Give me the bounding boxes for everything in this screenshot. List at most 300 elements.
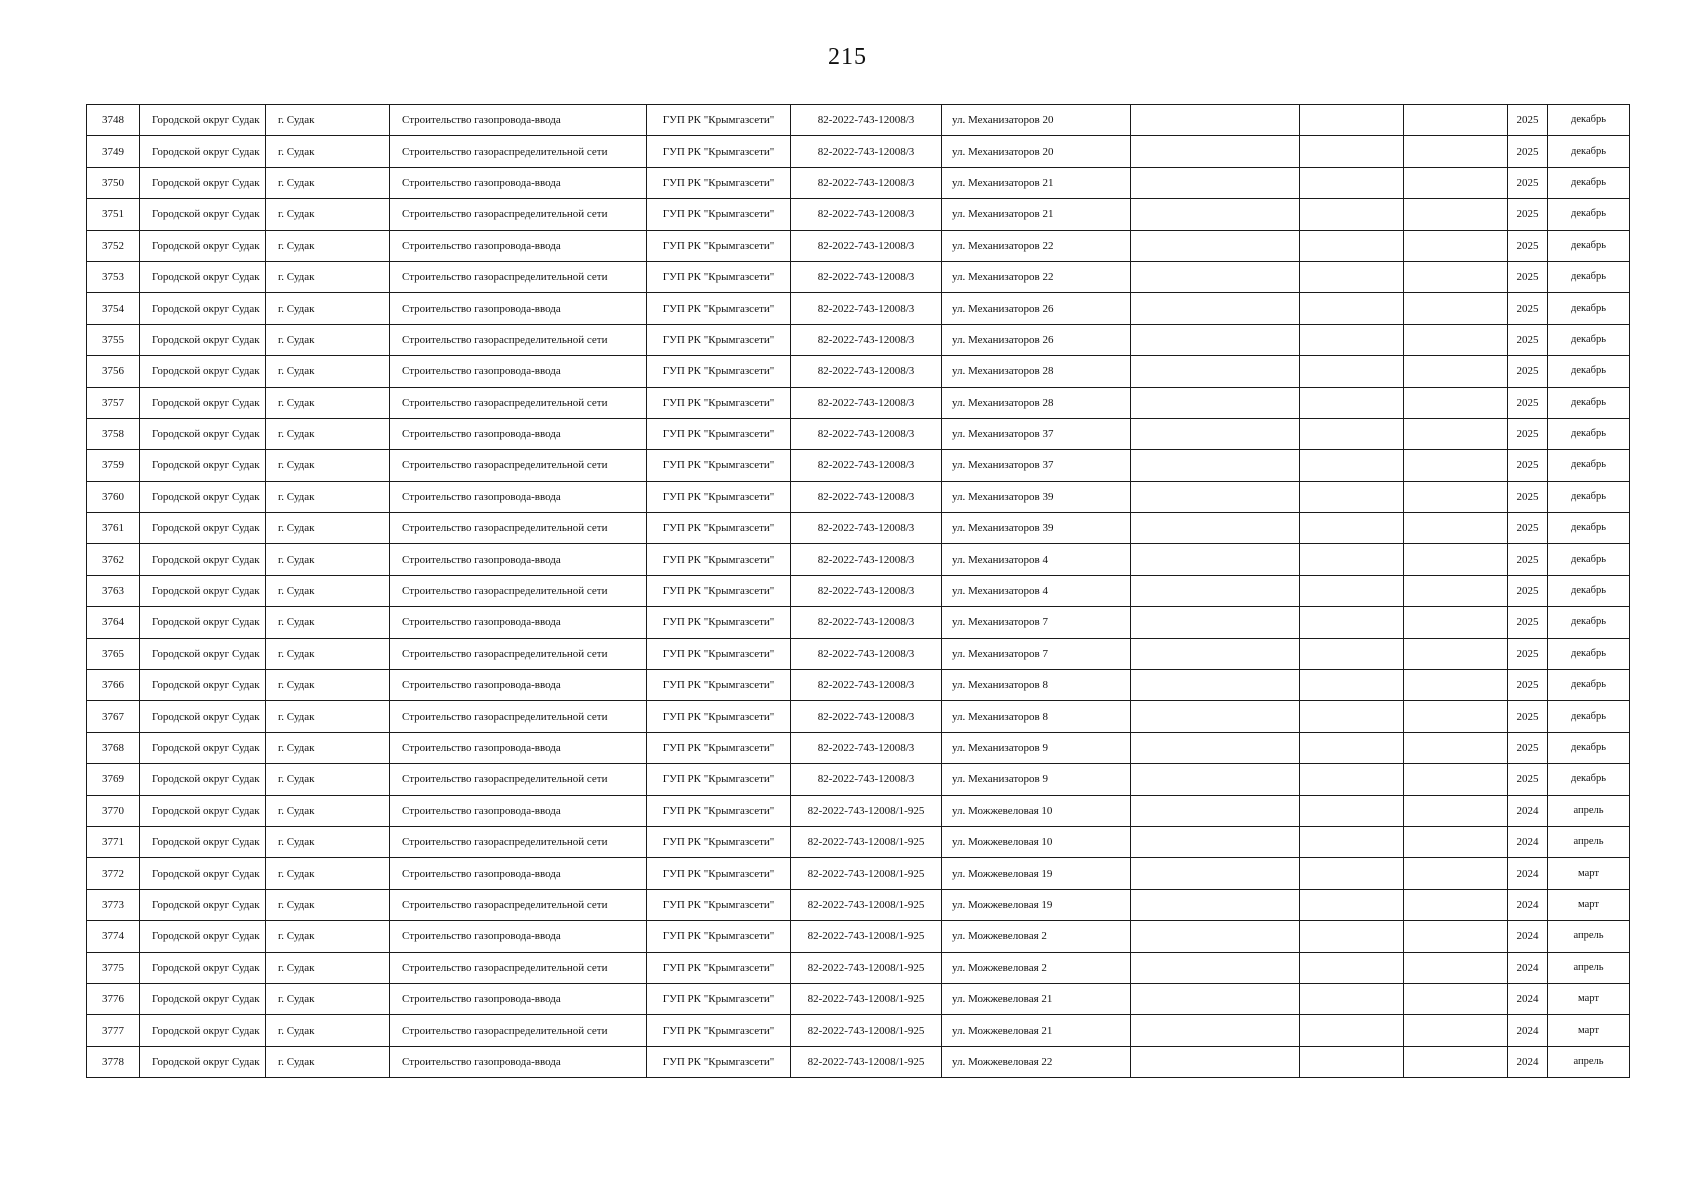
year-cell: 2024 xyxy=(1508,1015,1548,1046)
municipality-cell: Городской округ Судак xyxy=(140,324,266,355)
empty-cell-2 xyxy=(1300,921,1404,952)
work-type-cell: Строительство газораспределительной сети xyxy=(390,826,647,857)
table-row xyxy=(87,670,1630,701)
table-row xyxy=(87,826,1630,857)
address-cell: ул. Механизаторов 8 xyxy=(942,701,1131,732)
work-type-cell: Строительство газораспределительной сети xyxy=(390,136,647,167)
empty-cell-3 xyxy=(1404,575,1508,606)
year-cell: 2025 xyxy=(1508,230,1548,261)
month-cell: апрель xyxy=(1548,952,1630,983)
gasification-table xyxy=(86,104,1630,1078)
month-cell: декабрь xyxy=(1548,575,1630,606)
city-cell: г. Судак xyxy=(266,356,390,387)
project-code-cell: 82-2022-743-12008/1-925 xyxy=(791,889,942,920)
row-number: 3773 xyxy=(87,889,140,920)
table-row xyxy=(87,889,1630,920)
organization-cell: ГУП РК "Крымгазсети" xyxy=(647,136,791,167)
month-cell: декабрь xyxy=(1548,638,1630,669)
municipality-cell: Городской округ Судак xyxy=(140,1015,266,1046)
empty-cell-2 xyxy=(1300,544,1404,575)
municipality-cell: Городской округ Судак xyxy=(140,607,266,638)
project-code-cell: 82-2022-743-12008/1-925 xyxy=(791,795,942,826)
work-type-cell: Строительство газораспределительной сети xyxy=(390,199,647,230)
organization-cell: ГУП РК "Крымгазсети" xyxy=(647,670,791,701)
empty-cell-2 xyxy=(1300,418,1404,449)
project-code-cell: 82-2022-743-12008/1-925 xyxy=(791,983,942,1014)
row-number: 3758 xyxy=(87,418,140,449)
table-row xyxy=(87,481,1630,512)
project-code-cell: 82-2022-743-12008/1-925 xyxy=(791,826,942,857)
row-number: 3759 xyxy=(87,450,140,481)
city-cell: г. Судак xyxy=(266,889,390,920)
row-number: 3748 xyxy=(87,105,140,136)
row-number: 3767 xyxy=(87,701,140,732)
row-number: 3755 xyxy=(87,324,140,355)
empty-cell-3 xyxy=(1404,230,1508,261)
row-number: 3752 xyxy=(87,230,140,261)
month-cell: апрель xyxy=(1548,795,1630,826)
work-type-cell: Строительство газораспределительной сети xyxy=(390,324,647,355)
row-number: 3751 xyxy=(87,199,140,230)
city-cell: г. Судак xyxy=(266,983,390,1014)
project-code-cell: 82-2022-743-12008/3 xyxy=(791,450,942,481)
organization-cell: ГУП РК "Крымгазсети" xyxy=(647,167,791,198)
month-cell: декабрь xyxy=(1548,607,1630,638)
address-cell: ул. Механизаторов 22 xyxy=(942,261,1131,292)
row-number: 3757 xyxy=(87,387,140,418)
month-cell: март xyxy=(1548,1015,1630,1046)
month-cell: декабрь xyxy=(1548,356,1630,387)
organization-cell: ГУП РК "Крымгазсети" xyxy=(647,418,791,449)
work-type-cell: Строительство газопровода-ввода xyxy=(390,983,647,1014)
empty-cell-1 xyxy=(1131,199,1300,230)
empty-cell-3 xyxy=(1404,324,1508,355)
month-cell: март xyxy=(1548,858,1630,889)
empty-cell-1 xyxy=(1131,136,1300,167)
empty-cell-3 xyxy=(1404,418,1508,449)
municipality-cell: Городской округ Судак xyxy=(140,670,266,701)
empty-cell-2 xyxy=(1300,858,1404,889)
empty-cell-3 xyxy=(1404,199,1508,230)
organization-cell: ГУП РК "Крымгазсети" xyxy=(647,105,791,136)
municipality-cell: Городской округ Судак xyxy=(140,199,266,230)
empty-cell-2 xyxy=(1300,136,1404,167)
year-cell: 2025 xyxy=(1508,670,1548,701)
empty-cell-2 xyxy=(1300,607,1404,638)
table-row xyxy=(87,544,1630,575)
city-cell: г. Судак xyxy=(266,826,390,857)
project-code-cell: 82-2022-743-12008/3 xyxy=(791,136,942,167)
year-cell: 2024 xyxy=(1508,826,1548,857)
row-number: 3769 xyxy=(87,764,140,795)
work-type-cell: Строительство газораспределительной сети xyxy=(390,387,647,418)
year-cell: 2025 xyxy=(1508,764,1548,795)
month-cell: декабрь xyxy=(1548,199,1630,230)
city-cell: г. Судак xyxy=(266,1015,390,1046)
month-cell: декабрь xyxy=(1548,387,1630,418)
row-number: 3749 xyxy=(87,136,140,167)
project-code-cell: 82-2022-743-12008/3 xyxy=(791,513,942,544)
month-cell: декабрь xyxy=(1548,544,1630,575)
address-cell: ул. Механизаторов 21 xyxy=(942,199,1131,230)
work-type-cell: Строительство газораспределительной сети xyxy=(390,261,647,292)
empty-cell-2 xyxy=(1300,889,1404,920)
empty-cell-2 xyxy=(1300,1046,1404,1077)
empty-cell-2 xyxy=(1300,356,1404,387)
empty-cell-1 xyxy=(1131,983,1300,1014)
month-cell: апрель xyxy=(1548,1046,1630,1077)
organization-cell: ГУП РК "Крымгазсети" xyxy=(647,575,791,606)
municipality-cell: Городской округ Судак xyxy=(140,261,266,292)
work-type-cell: Строительство газораспределительной сети xyxy=(390,701,647,732)
address-cell: ул. Механизаторов 4 xyxy=(942,544,1131,575)
municipality-cell: Городской округ Судак xyxy=(140,105,266,136)
empty-cell-3 xyxy=(1404,889,1508,920)
city-cell: г. Судак xyxy=(266,732,390,763)
city-cell: г. Судак xyxy=(266,450,390,481)
row-number: 3770 xyxy=(87,795,140,826)
empty-cell-1 xyxy=(1131,607,1300,638)
municipality-cell: Городской округ Судак xyxy=(140,136,266,167)
project-code-cell: 82-2022-743-12008/3 xyxy=(791,356,942,387)
project-code-cell: 82-2022-743-12008/3 xyxy=(791,167,942,198)
empty-cell-1 xyxy=(1131,230,1300,261)
address-cell: ул. Можжевеловая 21 xyxy=(942,1015,1131,1046)
empty-cell-3 xyxy=(1404,607,1508,638)
table-row xyxy=(87,858,1630,889)
row-number: 3768 xyxy=(87,732,140,763)
month-cell: март xyxy=(1548,889,1630,920)
organization-cell: ГУП РК "Крымгазсети" xyxy=(647,921,791,952)
empty-cell-3 xyxy=(1404,670,1508,701)
work-type-cell: Строительство газопровода-ввода xyxy=(390,293,647,324)
year-cell: 2025 xyxy=(1508,199,1548,230)
month-cell: декабрь xyxy=(1548,105,1630,136)
empty-cell-3 xyxy=(1404,858,1508,889)
table-row xyxy=(87,387,1630,418)
row-number: 3771 xyxy=(87,826,140,857)
table-row xyxy=(87,105,1630,136)
work-type-cell: Строительство газораспределительной сети xyxy=(390,513,647,544)
work-type-cell: Строительство газораспределительной сети xyxy=(390,889,647,920)
empty-cell-2 xyxy=(1300,230,1404,261)
municipality-cell: Городской округ Судак xyxy=(140,450,266,481)
municipality-cell: Городской округ Судак xyxy=(140,638,266,669)
work-type-cell: Строительство газопровода-ввода xyxy=(390,795,647,826)
address-cell: ул. Механизаторов 21 xyxy=(942,167,1131,198)
organization-cell: ГУП РК "Крымгазсети" xyxy=(647,293,791,324)
year-cell: 2025 xyxy=(1508,638,1548,669)
gasification-table-container xyxy=(86,104,1629,1078)
table-row xyxy=(87,732,1630,763)
row-number: 3753 xyxy=(87,261,140,292)
organization-cell: ГУП РК "Крымгазсети" xyxy=(647,450,791,481)
month-cell: март xyxy=(1548,983,1630,1014)
address-cell: ул. Механизаторов 28 xyxy=(942,387,1131,418)
year-cell: 2025 xyxy=(1508,732,1548,763)
empty-cell-2 xyxy=(1300,293,1404,324)
organization-cell: ГУП РК "Крымгазсети" xyxy=(647,764,791,795)
work-type-cell: Строительство газопровода-ввода xyxy=(390,921,647,952)
municipality-cell: Городской округ Судак xyxy=(140,701,266,732)
city-cell: г. Судак xyxy=(266,952,390,983)
address-cell: ул. Можжевеловая 22 xyxy=(942,1046,1131,1077)
row-number: 3765 xyxy=(87,638,140,669)
city-cell: г. Судак xyxy=(266,607,390,638)
address-cell: ул. Можжевеловая 19 xyxy=(942,858,1131,889)
municipality-cell: Городской округ Судак xyxy=(140,293,266,324)
address-cell: ул. Механизаторов 8 xyxy=(942,670,1131,701)
organization-cell: ГУП РК "Крымгазсети" xyxy=(647,952,791,983)
empty-cell-1 xyxy=(1131,670,1300,701)
organization-cell: ГУП РК "Крымгазсети" xyxy=(647,261,791,292)
row-number: 3774 xyxy=(87,921,140,952)
empty-cell-3 xyxy=(1404,764,1508,795)
empty-cell-1 xyxy=(1131,858,1300,889)
year-cell: 2024 xyxy=(1508,983,1548,1014)
city-cell: г. Судак xyxy=(266,230,390,261)
city-cell: г. Судак xyxy=(266,575,390,606)
scan-artifacts xyxy=(0,1122,1695,1142)
table-row xyxy=(87,575,1630,606)
empty-cell-3 xyxy=(1404,795,1508,826)
municipality-cell: Городской округ Судак xyxy=(140,387,266,418)
table-row xyxy=(87,701,1630,732)
municipality-cell: Городской округ Судак xyxy=(140,826,266,857)
address-cell: ул. Механизаторов 22 xyxy=(942,230,1131,261)
project-code-cell: 82-2022-743-12008/3 xyxy=(791,638,942,669)
month-cell: декабрь xyxy=(1548,136,1630,167)
empty-cell-1 xyxy=(1131,356,1300,387)
city-cell: г. Судак xyxy=(266,921,390,952)
address-cell: ул. Можжевеловая 2 xyxy=(942,952,1131,983)
municipality-cell: Городской округ Судак xyxy=(140,764,266,795)
empty-cell-3 xyxy=(1404,826,1508,857)
table-row xyxy=(87,261,1630,292)
empty-cell-1 xyxy=(1131,952,1300,983)
table-row xyxy=(87,1015,1630,1046)
month-cell: декабрь xyxy=(1548,293,1630,324)
empty-cell-2 xyxy=(1300,826,1404,857)
empty-cell-2 xyxy=(1300,324,1404,355)
year-cell: 2025 xyxy=(1508,136,1548,167)
month-cell: декабрь xyxy=(1548,670,1630,701)
empty-cell-2 xyxy=(1300,701,1404,732)
empty-cell-1 xyxy=(1131,701,1300,732)
empty-cell-3 xyxy=(1404,513,1508,544)
city-cell: г. Судак xyxy=(266,418,390,449)
month-cell: декабрь xyxy=(1548,513,1630,544)
empty-cell-1 xyxy=(1131,826,1300,857)
row-number: 3778 xyxy=(87,1046,140,1077)
table-row xyxy=(87,356,1630,387)
empty-cell-3 xyxy=(1404,1015,1508,1046)
empty-cell-1 xyxy=(1131,450,1300,481)
organization-cell: ГУП РК "Крымгазсети" xyxy=(647,795,791,826)
page-number: 215 xyxy=(828,44,867,70)
month-cell: декабрь xyxy=(1548,230,1630,261)
month-cell: апрель xyxy=(1548,826,1630,857)
row-number: 3766 xyxy=(87,670,140,701)
year-cell: 2025 xyxy=(1508,356,1548,387)
project-code-cell: 82-2022-743-12008/3 xyxy=(791,324,942,355)
empty-cell-2 xyxy=(1300,638,1404,669)
year-cell: 2025 xyxy=(1508,167,1548,198)
empty-cell-2 xyxy=(1300,670,1404,701)
project-code-cell: 82-2022-743-12008/3 xyxy=(791,481,942,512)
empty-cell-2 xyxy=(1300,575,1404,606)
empty-cell-2 xyxy=(1300,481,1404,512)
empty-cell-1 xyxy=(1131,293,1300,324)
city-cell: г. Судак xyxy=(266,795,390,826)
project-code-cell: 82-2022-743-12008/3 xyxy=(791,387,942,418)
month-cell: декабрь xyxy=(1548,167,1630,198)
empty-cell-1 xyxy=(1131,795,1300,826)
empty-cell-2 xyxy=(1300,261,1404,292)
row-number: 3764 xyxy=(87,607,140,638)
municipality-cell: Городской округ Судак xyxy=(140,481,266,512)
empty-cell-1 xyxy=(1131,418,1300,449)
empty-cell-3 xyxy=(1404,732,1508,763)
year-cell: 2025 xyxy=(1508,324,1548,355)
month-cell: декабрь xyxy=(1548,450,1630,481)
work-type-cell: Строительство газопровода-ввода xyxy=(390,858,647,889)
work-type-cell: Строительство газораспределительной сети xyxy=(390,952,647,983)
empty-cell-2 xyxy=(1300,199,1404,230)
table-row xyxy=(87,418,1630,449)
address-cell: ул. Можжевеловая 10 xyxy=(942,795,1131,826)
city-cell: г. Судак xyxy=(266,764,390,795)
year-cell: 2025 xyxy=(1508,261,1548,292)
organization-cell: ГУП РК "Крымгазсети" xyxy=(647,701,791,732)
municipality-cell: Городской округ Судак xyxy=(140,167,266,198)
municipality-cell: Городской округ Судак xyxy=(140,795,266,826)
project-code-cell: 82-2022-743-12008/1-925 xyxy=(791,858,942,889)
empty-cell-2 xyxy=(1300,105,1404,136)
address-cell: ул. Механизаторов 7 xyxy=(942,607,1131,638)
empty-cell-3 xyxy=(1404,387,1508,418)
city-cell: г. Судак xyxy=(266,670,390,701)
project-code-cell: 82-2022-743-12008/3 xyxy=(791,418,942,449)
empty-cell-2 xyxy=(1300,952,1404,983)
project-code-cell: 82-2022-743-12008/1-925 xyxy=(791,1046,942,1077)
organization-cell: ГУП РК "Крымгазсети" xyxy=(647,826,791,857)
address-cell: ул. Механизаторов 28 xyxy=(942,356,1131,387)
project-code-cell: 82-2022-743-12008/3 xyxy=(791,230,942,261)
empty-cell-3 xyxy=(1404,261,1508,292)
organization-cell: ГУП РК "Крымгазсети" xyxy=(647,1015,791,1046)
year-cell: 2024 xyxy=(1508,795,1548,826)
address-cell: ул. Механизаторов 9 xyxy=(942,732,1131,763)
empty-cell-2 xyxy=(1300,513,1404,544)
year-cell: 2025 xyxy=(1508,701,1548,732)
empty-cell-1 xyxy=(1131,1015,1300,1046)
empty-cell-3 xyxy=(1404,983,1508,1014)
empty-cell-1 xyxy=(1131,889,1300,920)
row-number: 3756 xyxy=(87,356,140,387)
project-code-cell: 82-2022-743-12008/3 xyxy=(791,293,942,324)
project-code-cell: 82-2022-743-12008/3 xyxy=(791,199,942,230)
work-type-cell: Строительство газораспределительной сети xyxy=(390,1015,647,1046)
empty-cell-1 xyxy=(1131,324,1300,355)
table-row xyxy=(87,450,1630,481)
work-type-cell: Строительство газораспределительной сети xyxy=(390,575,647,606)
year-cell: 2025 xyxy=(1508,481,1548,512)
municipality-cell: Городской округ Судак xyxy=(140,889,266,920)
city-cell: г. Судак xyxy=(266,136,390,167)
address-cell: ул. Механизаторов 20 xyxy=(942,105,1131,136)
empty-cell-2 xyxy=(1300,764,1404,795)
table-row xyxy=(87,607,1630,638)
address-cell: ул. Механизаторов 37 xyxy=(942,418,1131,449)
organization-cell: ГУП РК "Крымгазсети" xyxy=(647,638,791,669)
address-cell: ул. Механизаторов 20 xyxy=(942,136,1131,167)
month-cell: декабрь xyxy=(1548,481,1630,512)
project-code-cell: 82-2022-743-12008/1-925 xyxy=(791,1015,942,1046)
table-row xyxy=(87,764,1630,795)
row-number: 3776 xyxy=(87,983,140,1014)
municipality-cell: Городской округ Судак xyxy=(140,418,266,449)
month-cell: декабрь xyxy=(1548,764,1630,795)
project-code-cell: 82-2022-743-12008/1-925 xyxy=(791,952,942,983)
year-cell: 2024 xyxy=(1508,921,1548,952)
address-cell: ул. Механизаторов 37 xyxy=(942,450,1131,481)
project-code-cell: 82-2022-743-12008/3 xyxy=(791,764,942,795)
empty-cell-1 xyxy=(1131,1046,1300,1077)
empty-cell-3 xyxy=(1404,356,1508,387)
month-cell: декабрь xyxy=(1548,732,1630,763)
month-cell: апрель xyxy=(1548,921,1630,952)
city-cell: г. Судак xyxy=(266,167,390,198)
project-code-cell: 82-2022-743-12008/3 xyxy=(791,701,942,732)
table-body xyxy=(87,105,1630,1078)
empty-cell-2 xyxy=(1300,1015,1404,1046)
project-code-cell: 82-2022-743-12008/3 xyxy=(791,105,942,136)
project-code-cell: 82-2022-743-12008/3 xyxy=(791,732,942,763)
organization-cell: ГУП РК "Крымгазсети" xyxy=(647,481,791,512)
year-cell: 2025 xyxy=(1508,450,1548,481)
year-cell: 2024 xyxy=(1508,889,1548,920)
organization-cell: ГУП РК "Крымгазсети" xyxy=(647,324,791,355)
organization-cell: ГУП РК "Крымгазсети" xyxy=(647,544,791,575)
row-number: 3750 xyxy=(87,167,140,198)
work-type-cell: Строительство газораспределительной сети xyxy=(390,638,647,669)
empty-cell-2 xyxy=(1300,795,1404,826)
empty-cell-1 xyxy=(1131,638,1300,669)
empty-cell-2 xyxy=(1300,387,1404,418)
organization-cell: ГУП РК "Крымгазсети" xyxy=(647,1046,791,1077)
project-code-cell: 82-2022-743-12008/3 xyxy=(791,575,942,606)
address-cell: ул. Механизаторов 7 xyxy=(942,638,1131,669)
work-type-cell: Строительство газораспределительной сети xyxy=(390,764,647,795)
row-number: 3772 xyxy=(87,858,140,889)
address-cell: ул. Механизаторов 26 xyxy=(942,293,1131,324)
address-cell: ул. Механизаторов 9 xyxy=(942,764,1131,795)
work-type-cell: Строительство газопровода-ввода xyxy=(390,167,647,198)
empty-cell-3 xyxy=(1404,921,1508,952)
empty-cell-2 xyxy=(1300,732,1404,763)
table-row xyxy=(87,136,1630,167)
empty-cell-3 xyxy=(1404,544,1508,575)
empty-cell-3 xyxy=(1404,952,1508,983)
work-type-cell: Строительство газопровода-ввода xyxy=(390,607,647,638)
table-row xyxy=(87,167,1630,198)
municipality-cell: Городской округ Судак xyxy=(140,1046,266,1077)
year-cell: 2024 xyxy=(1508,858,1548,889)
municipality-cell: Городской округ Судак xyxy=(140,544,266,575)
row-number: 3761 xyxy=(87,513,140,544)
year-cell: 2025 xyxy=(1508,513,1548,544)
